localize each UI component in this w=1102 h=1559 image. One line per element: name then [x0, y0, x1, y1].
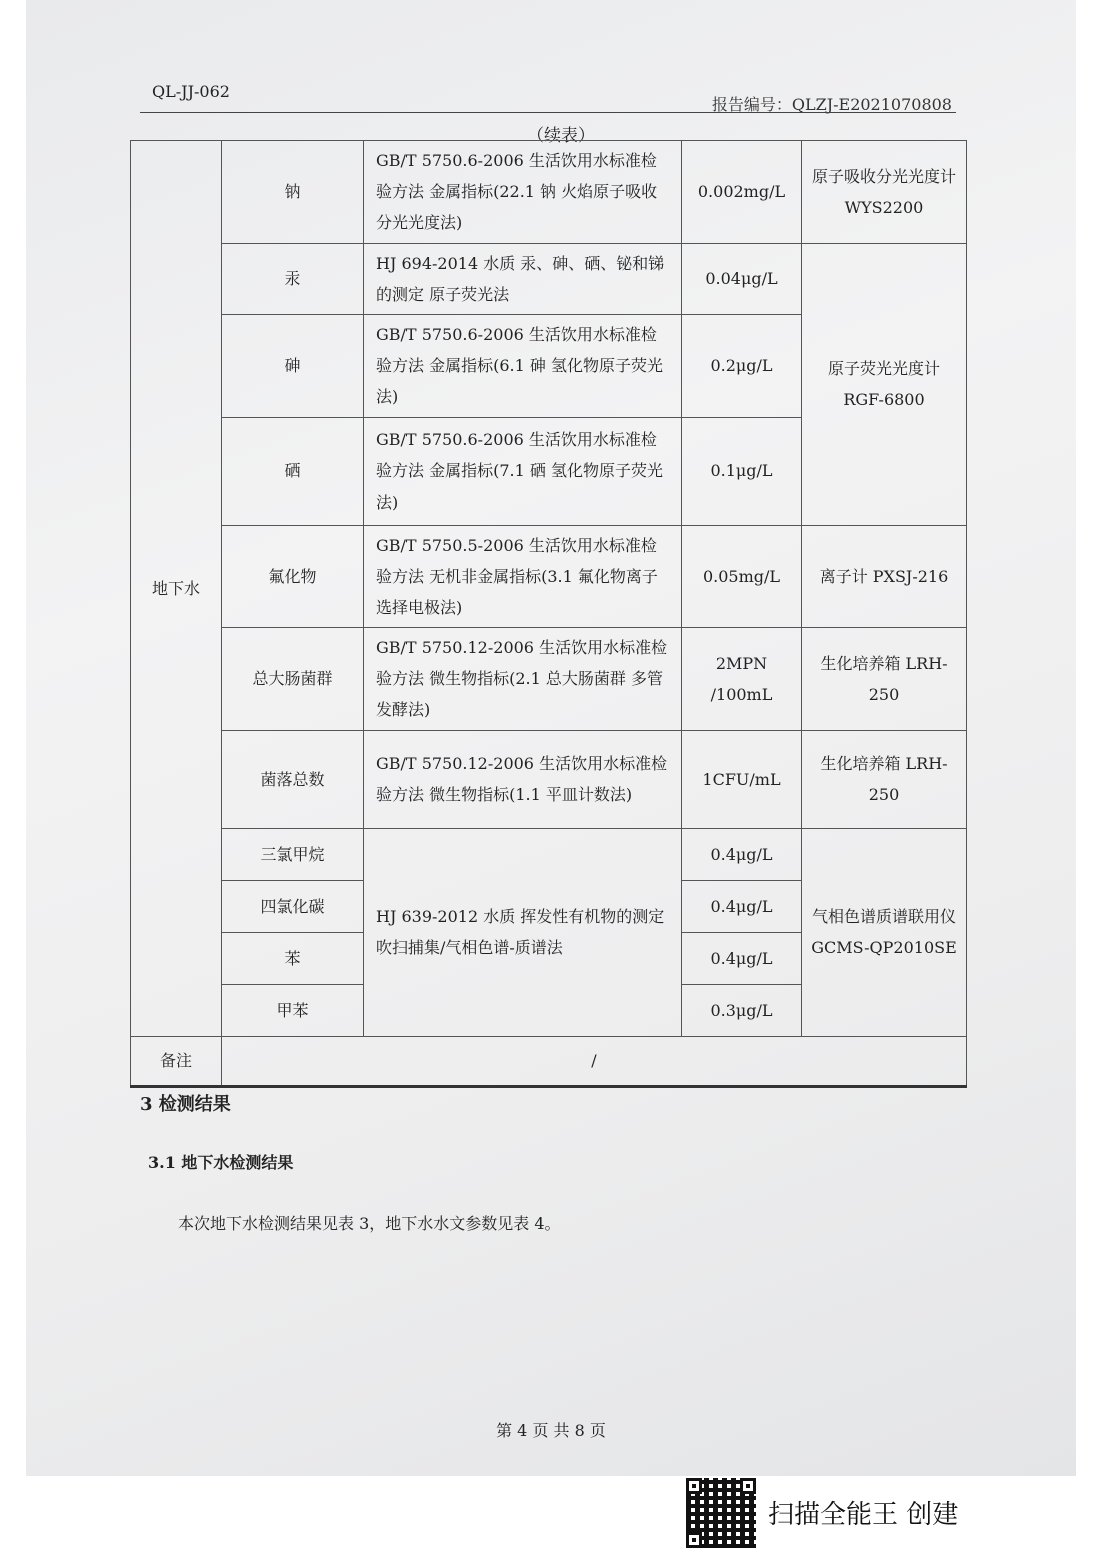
limit-cell: 2MPN /100mL — [682, 628, 802, 731]
table-caption: （续表） — [527, 126, 595, 146]
section-title: 3 检测结果 — [140, 1094, 231, 1115]
item-cell: 四氯化碳 — [222, 880, 364, 932]
limit-cell: 0.002mg/L — [682, 141, 802, 244]
method-cell: GB/T 5750.6-2006 生活饮用水标准检验方法 金属指标(7.1 硒 氢化物原子荧光法) — [364, 417, 682, 525]
instrument-cell: 气相色谱质谱联用仪 GCMS-QP2010SE — [802, 828, 967, 1036]
limit-cell: 0.4μg/L — [682, 828, 802, 880]
qr-code-icon — [686, 1478, 756, 1548]
method-cell: GB/T 5750.6-2006 生活饮用水标准检验方法 金属指标(6.1 砷 氢化物原子荧光法) — [364, 314, 682, 417]
item-cell: 硒 — [222, 417, 364, 525]
table-row — [131, 730, 967, 828]
limit-cell: 0.1μg/L — [682, 417, 802, 525]
subsection-title: 3.1 地下水检测结果 — [148, 1153, 294, 1172]
note-row — [131, 1036, 967, 1086]
instrument-cell: 原子吸收分光光度计 WYS2200 — [802, 141, 967, 244]
method-cell: GB/T 5750.6-2006 生活饮用水标准检验方法 金属指标(22.1 钠 火焰原子吸收分光光度法) — [364, 141, 682, 244]
limit-cell: 0.4μg/L — [682, 880, 802, 932]
limit-cell: 0.2μg/L — [682, 314, 802, 417]
instrument-cell: 离子计 PXSJ-216 — [802, 525, 967, 628]
limit-cell: 0.3μg/L — [682, 984, 802, 1036]
instrument-cell: 生化培养箱 LRH-250 — [802, 628, 967, 731]
limit-cell: 0.4μg/L — [682, 932, 802, 984]
document-code: QL-JJ-062 — [152, 82, 230, 101]
method-cell: GB/T 5750.12-2006 生活饮用水标准检验方法 微生物指标(2.1 总大肠菌群 多管发酵法) — [364, 628, 682, 731]
item-cell: 甲苯 — [222, 984, 364, 1036]
page-number: 第 4 页 共 8 页 — [496, 1421, 606, 1440]
table-row — [131, 628, 967, 731]
item-cell: 氟化物 — [222, 525, 364, 628]
methods-table — [130, 140, 967, 1088]
limit-cell: 0.05mg/L — [682, 525, 802, 628]
table-row — [131, 141, 967, 244]
category-cell: 地下水 — [131, 141, 222, 1037]
report-number: 报告编号：QLZJ-E2021070808 — [711, 95, 952, 114]
method-cell: GB/T 5750.5-2006 生活饮用水标准检验方法 无机非金属指标(3.1 氟化物离子选择电极法) — [364, 525, 682, 628]
instrument-cell: 生化培养箱 LRH-250 — [802, 730, 967, 828]
item-cell: 三氯甲烷 — [222, 828, 364, 880]
section-paragraph: 本次地下水检测结果见表 3，地下水水文参数见表 4。 — [178, 1214, 561, 1233]
method-cell: HJ 639-2012 水质 挥发性有机物的测定 吹扫捕集/气相色谱-质谱法 — [364, 828, 682, 1036]
item-cell: 苯 — [222, 932, 364, 984]
table-row — [131, 828, 967, 880]
item-cell: 菌落总数 — [222, 730, 364, 828]
limit-cell: 1CFU/mL — [682, 730, 802, 828]
method-cell: HJ 694-2014 水质 汞、砷、硒、铋和锑的测定 原子荧光法 — [364, 243, 682, 314]
table-row — [131, 243, 967, 314]
item-cell: 砷 — [222, 314, 364, 417]
item-cell: 总大肠菌群 — [222, 628, 364, 731]
item-cell: 汞 — [222, 243, 364, 314]
method-cell: GB/T 5750.12-2006 生活饮用水标准检验方法 微生物指标(1.1 平皿计数法) — [364, 730, 682, 828]
header-rule — [140, 112, 956, 113]
table-row — [131, 525, 967, 628]
item-cell: 钠 — [222, 141, 364, 244]
note-label: 备注 — [131, 1036, 222, 1086]
instrument-cell: 原子荧光光度计 RGF-6800 — [802, 243, 967, 525]
limit-cell: 0.04μg/L — [682, 243, 802, 314]
note-value: / — [222, 1036, 967, 1086]
scanner-watermark: 扫描全能王 创建 — [768, 1500, 959, 1530]
